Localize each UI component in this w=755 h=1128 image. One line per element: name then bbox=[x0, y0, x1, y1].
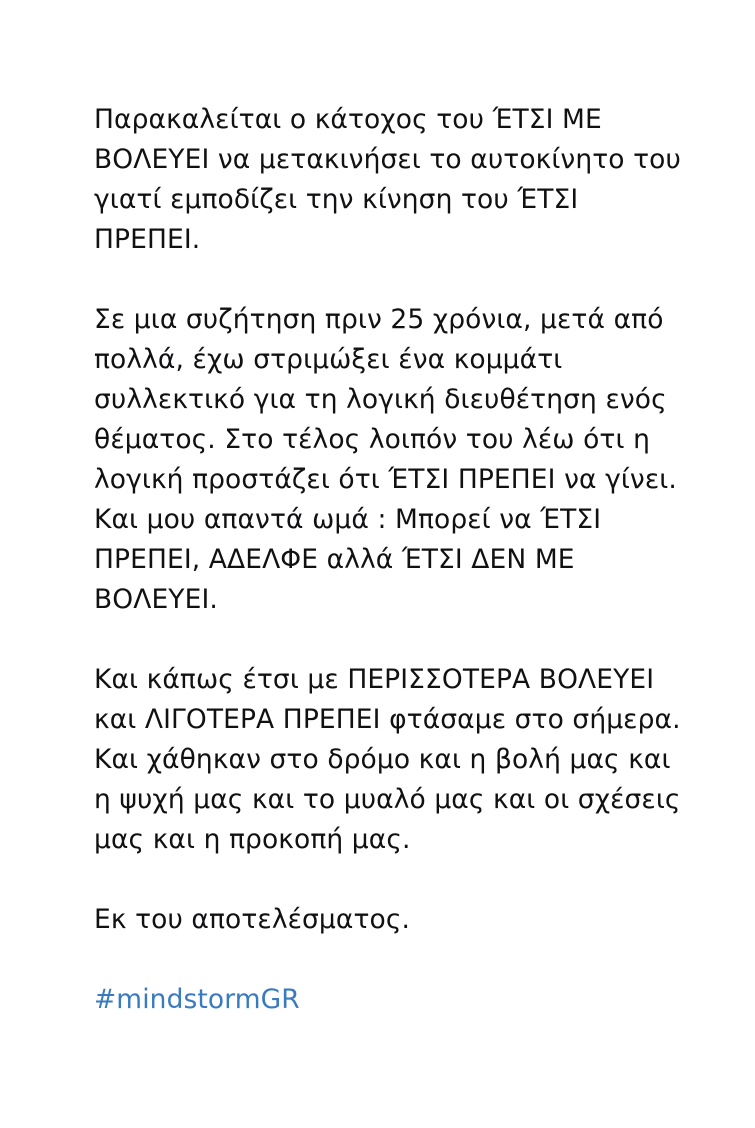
hashtag-link[interactable]: #mindstormGR bbox=[94, 984, 300, 1015]
paragraph-1: Παρακαλείται ο κάτοχος του ΈΤΣΙ ΜΕ ΒΟΛΕΥΕΙ να μετακινήσει το αυτοκίνητο του γιατί εμποδίζει την κίνηση του ΈΤΣΙ ΠΡΕΠΕΙ. bbox=[94, 104, 690, 255]
paragraph-4: Εκ του αποτελέσματος. bbox=[94, 904, 410, 935]
post-body bbox=[94, 100, 690, 1020]
paragraph-3: Και κάπως έτσι με ΠΕΡΙΣΣΟΤΕΡΑ ΒΟΛΕΥΕΙ και ΛΙΓΟΤΕΡΑ ΠΡΕΠΕΙ φτάσαμε στο σήμερα. Και χάθηκαν στο δρόμο και η βολή μας και η ψυχή μας και το μυαλό μας και οι σχέσεις μας και η προκοπή μας. bbox=[94, 664, 690, 855]
paragraph-2: Σε μια συζήτηση πριν 25 χρόνια, μετά από πολλά, έχω στριμώξει ένα κομμάτι συλλεκτικό για τη λογική διευθέτηση ενός θέματος. Στο τέλος λοιπόν του λέω ότι η λογική προστάζει ότι ΈΤΣΙ ΠΡΕΠΕΙ να γίνει. Και μου απαντά ωμά : Μπορεί να ΈΤΣΙ ΠΡΕΠΕΙ, ΑΔΕΛΦΕ αλλά ΈΤΣΙ ΔΕΝ ΜΕ ΒΟΛΕΥΕΙ. bbox=[94, 304, 686, 615]
